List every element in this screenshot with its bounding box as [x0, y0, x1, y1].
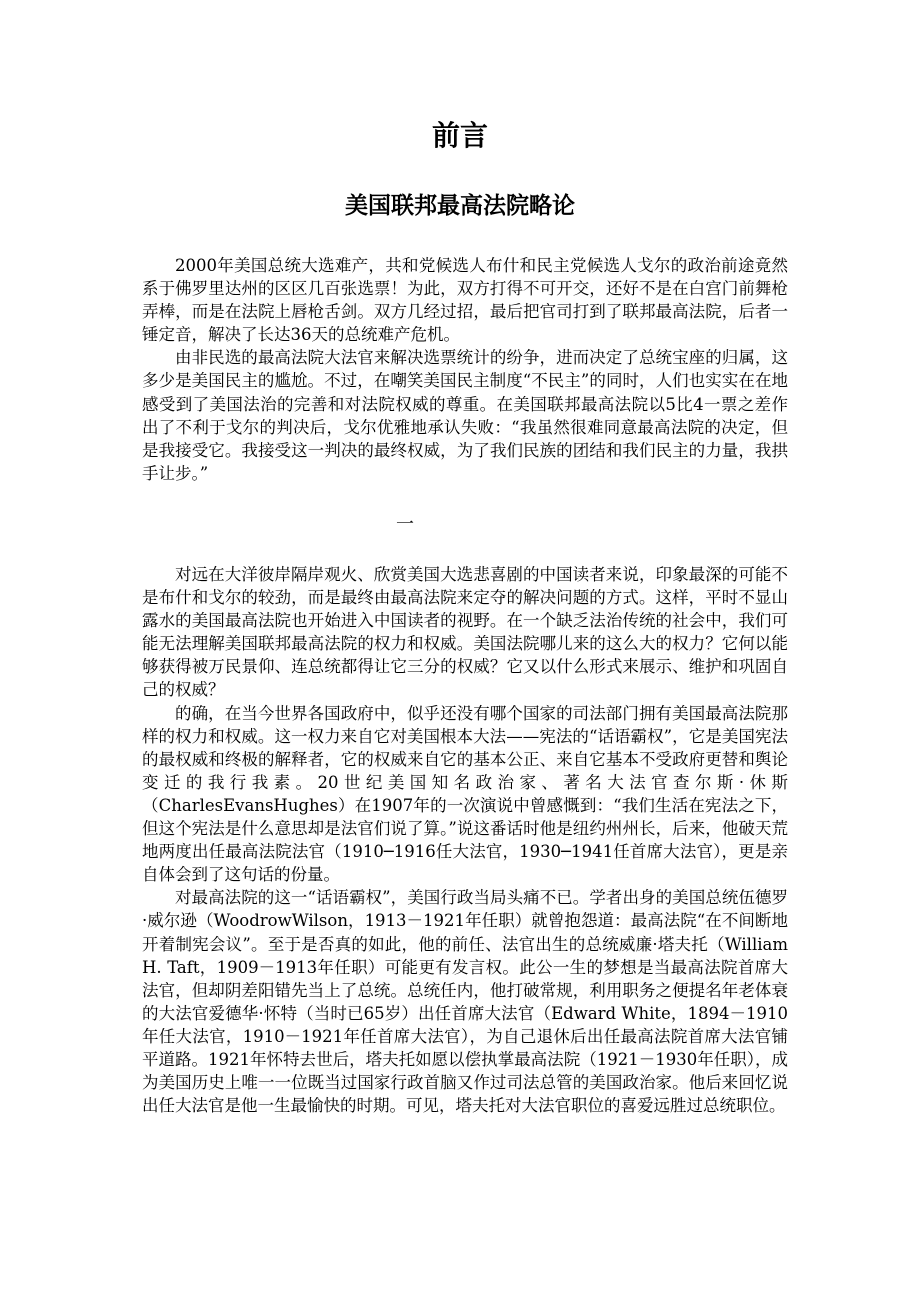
section-one — [142, 563, 788, 1117]
page-subtitle: 美国联邦最高法院略论 — [345, 192, 575, 219]
paragraph: 对最高法院的这一“话语霸权”，美国行政当局头痛不已。学者出身的美国总统伍德罗·威尔逊（WoodrowWilson，1913－1921年任职）就曾抱怨道：最高法院“在不间断地开着制宪会议”。至于是否真的如此，他的前任、法官出生的总统威廉·塔夫托（William H. Taft，1909－1913年任职）可能更有发言权。此公一生的梦想是当最高法院首席大法官，但却阴差阳错先当上了总统。总统任内，他打破常规，利用职务之便提名年老体衰的大法官爱德华·怀特（当时已65岁）出任首席大法官（Edward White，1894－1910年任大法官，1910－1921年任首席大法官），为自己退休后出任最高法院首席大法官铺平道路。1921年怀特去世后，塔夫托如愿以偿执掌最高法院（1921－1930年任职），成为美国历史上唯一一位既当过国家行政首脑又作过司法总管的美国政治家。他后来回忆说出任大法官是他一生最愉快的时期。可见，塔夫托对大法官职位的喜爱远胜过总统职位。 — [142, 888, 788, 1116]
intro-section — [142, 254, 788, 485]
paragraph: 2000年美国总统大选难产，共和党候选人布什和民主党候选人戈尔的政治前途竟然系于佛罗里达州的区区几百张选票！为此，双方打得不可开交，还好不是在白宫门前舞枪弄棒，而是在法院上唇枪舌剑。双方几经过招，最后把官司打到了联邦最高法院，后者一锤定音，解决了长达36天的总统难产危机。 — [142, 256, 788, 345]
paragraph: 对远在大洋彼岸隔岸观火、欣赏美国大选悲喜剧的中国读者来说，印象最深的可能不是布什和戈尔的较劲，而是最终由最高法院来定夺的解决问题的方式。这样，平时不显山露水的美国最高法院也开始进入中国读者的视野。在一个缺乏法治传统的社会中，我们可能无法理解美国联邦最高法院的权力和权威。美国法院哪儿来的这么大的权力？它何以能够获得被万民景仰、连总统都得让它三分的权威？它又以什么形式来展示、维护和巩固自己的权威？ — [142, 565, 788, 700]
section-number: 一 — [396, 514, 414, 535]
paragraph: 的确，在当今世界各国政府中，似乎还没有哪个国家的司法部门拥有美国最高法院那样的权力和权威。这一权力来自它对美国根本大法——宪法的“话语霸权”，它是美国宪法的最权威和终极的解释者，它的权威来自它的基本公正、来自它基本不受政府更替和舆论变迁的我行我素。20世纪美国知名政治家、著名大法官查尔斯·休斯（CharlesEvansHughes）在1907年的一次演说中曾感慨到：“我们生活在宪法之下，但这个宪法是什么意思却是法官们说了算。”说这番话时他是纽约州州长，后来，他破天荒地两度出任最高法院法官（1910─1916任大法官，1930─1941任首席大法官），更是亲自体会到了这句话的份量。 — [142, 703, 788, 885]
paragraph: 由非民选的最高法院大法官来解决选票统计的纷争，进而决定了总统宝座的归属，这多少是美国民主的尴尬。不过，在嘲笑美国民主制度“不民主”的同时，人们也实实在在地感受到了美国法治的完善和对法院权威的尊重。在美国联邦最高法院以5比4一票之差作出了不利于戈尔的判决后，戈尔优雅地承认失败：“我虽然很难同意最高法院的决定，但是我接受它。我接受这一判决的最终权威，为了我们民族的团结和我们民主的力量，我拱手让步。” — [142, 348, 788, 483]
page-title: 前言 — [431, 119, 488, 152]
